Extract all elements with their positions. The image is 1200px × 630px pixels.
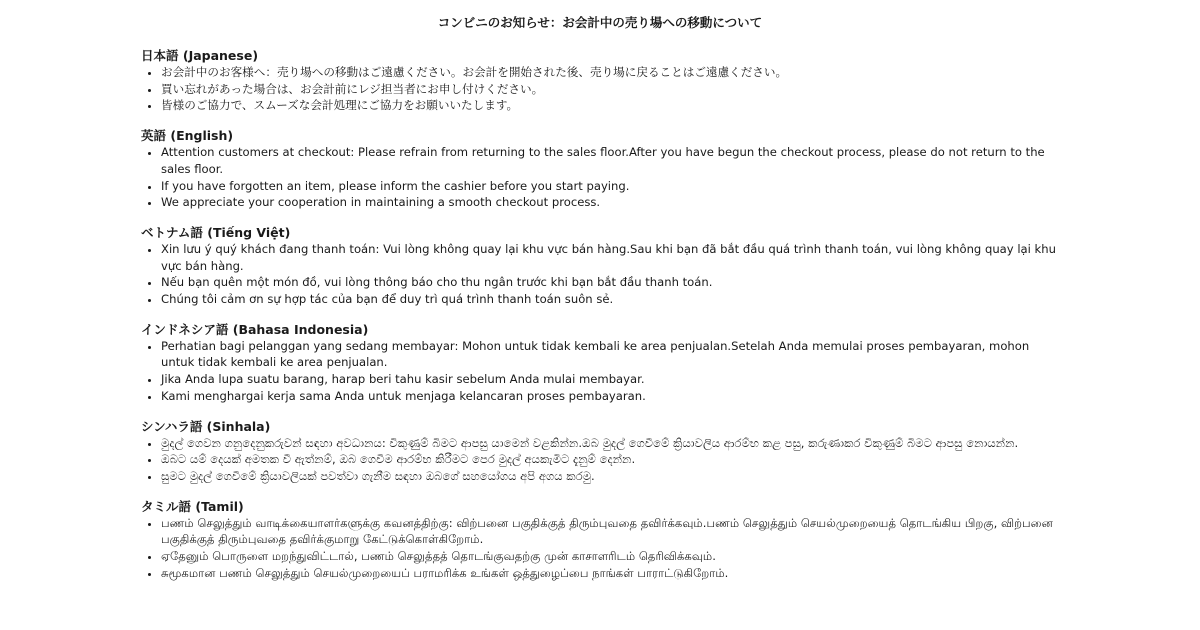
list-item: • මුදල් ගෙවන ගනුදෙනුකරුවන් සඳහා අවධානය: විකුණුම් බිමට ආපසු යාමෙන් වළකින්න.ඔබ මුදල් ගෙවීමේ ක්‍රියාවලිය ආරම්භ කළ පසු, කරුණාකර විකුණුම් බිමට ආපසු නොයන්න. — [161, 435, 1056, 452]
list-item: • பணம் செலுத்தும் வாடிக்கையாளர்களுக்கு கவனத்திற்கு: விற்பனை பகுதிக்குத் திரும்புவதை தவிர்க்கவும்.பணம் செலுத்தும் செயல்முறையைத் தொடங்கிய பிறகு, விற்பனை பகுதிக்குத் திரும்புவதை தவிர்க்குமாறு கேட்டுக்கொள்கிறோம். — [161, 515, 1056, 548]
section-heading: タミル語 (Tamil) — [141, 498, 244, 514]
bullet-list — [141, 338, 1056, 405]
section-japanese — [141, 47, 1056, 114]
list-item: • සුමට මුදල් ගෙවීමේ ක්‍රියාවලියක් පවත්වා ගැනීම සඳහා ඔබගේ සහයෝගය අපි අගය කරමු. — [161, 468, 1056, 485]
section-sinhala — [141, 418, 1056, 485]
bullet-list — [141, 515, 1056, 582]
list-item: • Attention customers at checkout: Please refrain from returning to the sales floor.After you have begun the checkout process, please do not return to the sales floor. — [161, 144, 1056, 177]
list-item: • ඔබට යම් දෙයක් අමතක වී ඇත්නම්, ඔබ ගෙවීම ආරම්භ කිරීමට පෙර මුදල් අයකැමිට දැනුම් දෙන්න. — [161, 451, 1056, 468]
list-item: • We appreciate your cooperation in maintaining a smooth checkout process. — [161, 194, 1056, 211]
list-item: • Jika Anda lupa suatu barang, harap beri tahu kasir sebelum Anda mulai membayar. — [161, 371, 1056, 388]
section-english — [141, 127, 1056, 211]
bullet-list — [141, 64, 1056, 114]
list-item: • சுமூகமான பணம் செலுத்தும் செயல்முறையைப் பராமரிக்க உங்கள் ஒத்துழைப்பை நாங்கள் பாராட்டுகிறோம். — [161, 565, 1056, 582]
bullet-list — [141, 241, 1056, 308]
list-item: • Perhatian bagi pelanggan yang sedang membayar: Mohon untuk tidak kembali ke area penjualan.Setelah Anda memulai proses pembayaran, mohon untuk tidak kembali ke area penjualan. — [161, 338, 1056, 371]
section-heading: ベトナム語 (Tiếng Việt) — [141, 224, 291, 240]
bullet-list — [141, 435, 1056, 485]
section-vietnamese — [141, 224, 1056, 308]
list-item: • お会計中のお客様へ：売り場への移動はご遠慮ください。お会計を開始された後、売り場に戻ることはご遠慮ください。 — [161, 64, 1056, 81]
section-tamil — [141, 498, 1056, 582]
bullet-list — [141, 144, 1056, 211]
list-item: • ஏதேனும் பொருளை மறந்துவிட்டால், பணம் செலுத்தத் தொடங்குவதற்கு முன் காசாளரிடம் தெரிவிக்கவும். — [161, 548, 1056, 565]
list-item: • If you have forgotten an item, please inform the cashier before you start paying. — [161, 178, 1056, 195]
section-heading: 日本語 (Japanese) — [141, 48, 259, 63]
list-item: • Kami menghargai kerja sama Anda untuk menjaga kelancaran proses pembayaran. — [161, 388, 1056, 405]
list-item: • Chúng tôi cảm ơn sự hợp tác của bạn để duy trì quá trình thanh toán suôn sẻ. — [161, 291, 1056, 308]
section-indonesian — [141, 321, 1056, 405]
notice-content — [141, 47, 1056, 594]
section-heading: インドネシア語 (Bahasa Indonesia) — [141, 321, 369, 337]
section-heading: 英語 (English) — [141, 128, 234, 144]
list-item: • 皆様のご協力で、スムーズな会計処理にご協力をお願いいたします。 — [161, 97, 1056, 114]
list-item: • Xin lưu ý quý khách đang thanh toán: Vui lòng không quay lại khu vực bán hàng.Sau khi bạn đã bắt đầu quá trình thanh toán, vui lòng không quay lại khu vực bán hàng. — [161, 241, 1056, 274]
section-heading: シンハラ語 (Sinhala) — [141, 418, 271, 434]
list-item: • 買い忘れがあった場合は、お会計前にレジ担当者にお申し付けください。 — [161, 81, 1056, 98]
list-item: • Nếu bạn quên một món đồ, vui lòng thông báo cho thu ngân trước khi bạn bắt đầu thanh toán. — [161, 274, 1056, 291]
page-title: コンビニのお知らせ：お会計中の売り場への移動について — [437, 15, 763, 30]
